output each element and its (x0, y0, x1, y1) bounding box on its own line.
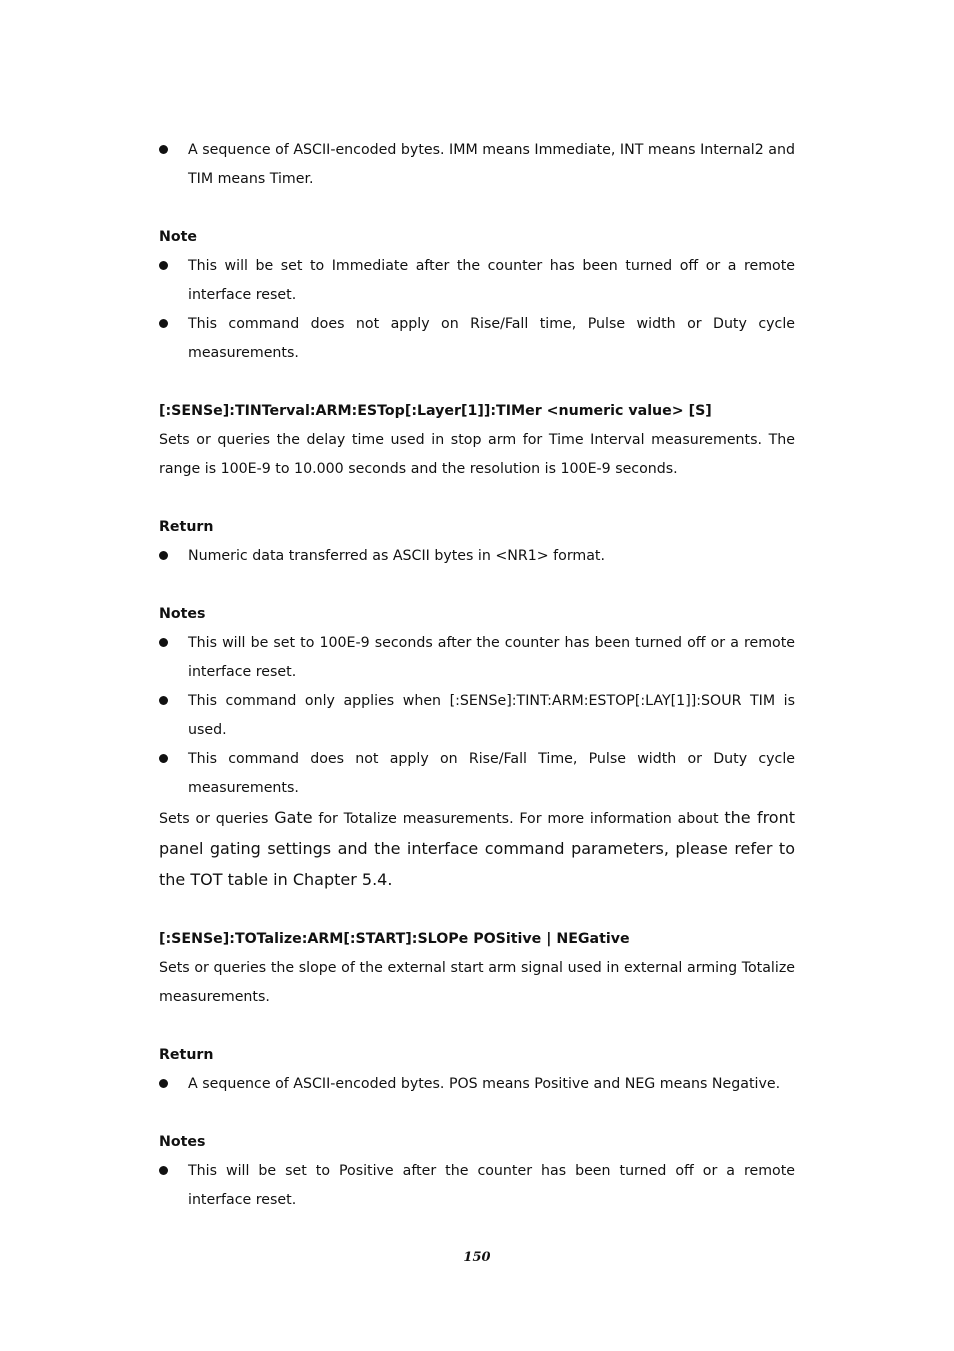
gate-text-1: Sets or queries (159, 811, 275, 827)
list-item (159, 687, 795, 745)
return-heading: Return (159, 1047, 214, 1063)
gate-text-3: for Totalize measurements. For more information about (312, 811, 725, 827)
bullet-icon (159, 1079, 168, 1088)
bullet-text: Numeric data transferred as ASCII bytes in <NR1> format. (188, 548, 606, 564)
bullet-text: This command does not apply on Rise/Fall Time, Pulse width or Duty cycle measurements. (188, 751, 795, 796)
bullet-icon (159, 696, 168, 705)
return-heading: Return (159, 519, 214, 535)
bullet-icon (159, 261, 168, 270)
list-item (159, 745, 795, 803)
bullet-text: A sequence of ASCII-encoded bytes. POS means Positive and NEG means Negative. (188, 1076, 781, 1092)
command-description: Sets or queries the delay time used in stop arm for Time Interval measurements. The range is 100E-9 to 10.000 seconds and the resolution is 100E-9 seconds. (159, 432, 795, 477)
gate-text-4: the front panel gating settings and the interface command parameters, please refer to the TOT table in Chapter 5.4. (159, 808, 796, 889)
list-item (159, 542, 795, 571)
list-item (159, 310, 795, 368)
bullet-icon (159, 319, 168, 328)
bullet-text: A sequence of ASCII-encoded bytes. IMM means Immediate, INT means Internal2 and TIM means Timer. (188, 142, 795, 187)
note-bullet-list (159, 252, 795, 368)
note-heading: Note (159, 229, 198, 245)
bullet-icon (159, 1166, 168, 1175)
gate-paragraph (159, 803, 795, 896)
gate-text-2: Gate (274, 808, 313, 827)
list-item (159, 629, 795, 687)
list-item (159, 1157, 795, 1215)
bullet-text: This command only applies when [:SENSe]:TINT:ARM:ESTOP[:LAY[1]]:SOUR TIM is used. (188, 693, 795, 738)
list-item (159, 252, 795, 310)
document-page (159, 136, 795, 1215)
bullet-text: This command does not apply on Rise/Fall time, Pulse width or Duty cycle measurements. (188, 316, 795, 361)
page-number: 150 (463, 1250, 491, 1265)
bullet-icon (159, 145, 168, 154)
intro-bullet-list (159, 136, 795, 194)
notes-heading: Notes (159, 1134, 206, 1150)
notes-bullet-list (159, 1157, 795, 1215)
command-title: [:SENSe]:TINTerval:ARM:ESTop[:Layer[1]]:TIMer <numeric value> [S] (159, 403, 712, 419)
return-bullet-list (159, 542, 795, 571)
bullet-icon (159, 754, 168, 763)
command-description: Sets or queries the slope of the external start arm signal used in external arming Totalize measurements. (159, 960, 795, 1005)
bullet-text: This will be set to Immediate after the counter has been turned off or a remote interface reset. (188, 258, 795, 303)
return-bullet-list (159, 1070, 795, 1099)
bullet-text: This will be set to 100E-9 seconds after the counter has been turned off or a remote interface reset. (188, 635, 795, 680)
notes-heading: Notes (159, 606, 206, 622)
bullet-text: This will be set to Positive after the counter has been turned off or a remote interface reset. (188, 1163, 795, 1208)
list-item (159, 1070, 795, 1099)
list-item (159, 136, 795, 194)
command-title: [:SENSe]:TOTalize:ARM[:START]:SLOPe POSitive | NEGative (159, 931, 630, 947)
notes-bullet-list (159, 629, 795, 803)
bullet-icon (159, 551, 168, 560)
bullet-icon (159, 638, 168, 647)
